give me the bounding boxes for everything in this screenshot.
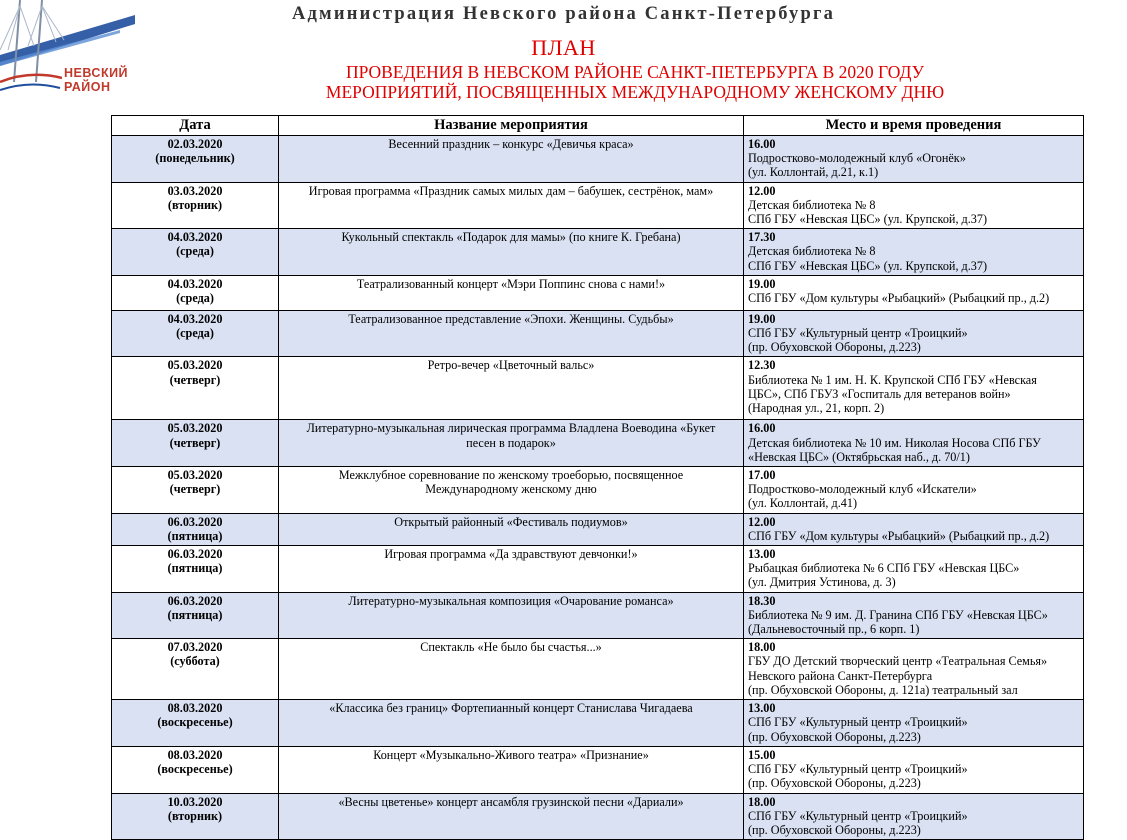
event-time: 18.00 <box>748 794 776 809</box>
event-place-line: (ул. Коллонтай, д.41) <box>748 496 858 511</box>
event-place-line: СПб ГБУ «Культурный центр «Троицкий» <box>748 715 968 730</box>
event-name-line: Спектакль «Не было бы счастья...» <box>420 640 602 655</box>
event-date: 10.03.2020 <box>167 794 223 809</box>
event-name-cell <box>279 592 744 639</box>
event-place-line: (пр. Обуховской Обороны, д.223) <box>748 776 921 791</box>
event-name-line: Открытый районный «Фестиваль подиумов» <box>394 514 628 529</box>
event-weekday: (вторник) <box>167 808 223 823</box>
table-row <box>112 136 1084 183</box>
event-date-cell <box>112 182 279 229</box>
event-name-line: Концерт «Музыкально-Живого театра» «Признание» <box>373 747 649 762</box>
table-row <box>112 275 1084 310</box>
event-name-cell <box>279 136 744 183</box>
event-place-line: (пр. Обуховской Обороны, д. 121а) театральный зал <box>748 682 1018 697</box>
table-row <box>112 592 1084 639</box>
table-row <box>112 546 1084 593</box>
table-row <box>112 513 1084 545</box>
event-name-line: Кукольный спектакль «Подарок для мамы» (по книге К. Гребана) <box>341 230 681 245</box>
event-name-cell <box>279 639 744 700</box>
event-date: 06.03.2020 <box>167 547 223 562</box>
event-place-line: (пр. Обуховской Обороны, д.223) <box>748 822 921 837</box>
event-place-line: (пр. Обуховской Обороны, д.223) <box>748 729 921 744</box>
event-place-cell <box>744 592 1084 639</box>
event-time: 15.00 <box>748 747 776 762</box>
event-place-cell <box>744 793 1084 840</box>
event-name-line: Игровая программа «Праздник самых милых дам – бабушек, сестрёнок, мам» <box>308 183 714 198</box>
table-row <box>112 182 1084 229</box>
event-weekday: (среда) <box>176 326 214 341</box>
column-header-place-time: Место и время проведения <box>744 116 1084 136</box>
event-name-line: песен в подарок» <box>466 435 556 450</box>
event-name-cell <box>279 513 744 545</box>
table-row <box>112 420 1084 467</box>
event-place-line: Библиотека № 9 им. Д. Гранина СПб ГБУ «Невская ЦБС» <box>748 607 1048 622</box>
event-weekday: (суббота) <box>170 654 220 669</box>
event-date: 07.03.2020 <box>167 640 223 655</box>
event-weekday: (понедельник) <box>155 151 235 166</box>
event-date-cell <box>112 513 279 545</box>
event-place-cell <box>744 639 1084 700</box>
logo-line-2: РАЙОН <box>64 80 111 94</box>
event-place-line: «Невская ЦБС» (Октябрьская наб., д. 70/1) <box>748 449 970 464</box>
table-row <box>112 700 1084 747</box>
subtitle-line-1: ПРОВЕДЕНИЯ В НЕВСКОМ РАЙОНЕ САНКТ-ПЕТЕРБУРГА В 2020 ГОДУ <box>345 62 925 82</box>
table-row <box>112 793 1084 840</box>
event-date-cell <box>112 310 279 357</box>
event-name-cell <box>279 229 744 276</box>
event-place-line: (Народная ул., 21, корп. 2) <box>748 401 885 416</box>
event-date: 08.03.2020 <box>167 701 223 716</box>
event-place-cell <box>744 229 1084 276</box>
subtitle-line-2: МЕРОПРИЯТИЙ, ПОСВЯЩЕННЫХ МЕЖДУНАРОДНОМУ ЖЕНСКОМУ ДНЮ <box>325 82 945 102</box>
event-place-cell <box>744 700 1084 747</box>
event-name-cell <box>279 546 744 593</box>
plan-title: ПЛАН <box>531 35 596 60</box>
event-time: 19.00 <box>748 311 776 326</box>
table-row <box>112 746 1084 793</box>
table-row <box>112 357 1084 420</box>
event-place-cell <box>744 275 1084 310</box>
event-weekday: (четверг) <box>169 482 221 497</box>
event-place-line: Рыбацкая библиотека № 6 СПб ГБУ «Невская ЦБС» <box>748 561 1020 576</box>
event-place-line: СПб ГБУ «Культурный центр «Троицкий» <box>748 808 968 823</box>
event-name-line: Литературно-музыкальная композиция «Очарование романса» <box>348 593 674 608</box>
event-date: 05.03.2020 <box>167 468 223 483</box>
event-place-line: (Дальневосточный пр., 6 корп. 1) <box>748 622 920 637</box>
event-place-line: Детская библиотека № 8 <box>748 244 876 259</box>
event-place-line: Детская библиотека № 10 им. Николая Носова СПб ГБУ <box>748 435 1041 450</box>
event-name-line: «Весны цветенье» концерт ансамбля грузинской песни «Дариали» <box>338 794 684 809</box>
event-date: 08.03.2020 <box>167 747 223 762</box>
event-weekday: (вторник) <box>167 197 223 212</box>
event-date: 05.03.2020 <box>167 358 223 373</box>
event-name-line: Весенний праздник – конкурс «Девичья краса» <box>388 137 634 151</box>
event-place-line: (пр. Обуховской Обороны, д.223) <box>748 340 921 355</box>
event-weekday: (пятница) <box>167 561 223 576</box>
event-weekday: (воскресенье) <box>157 715 233 730</box>
event-date-cell <box>112 746 279 793</box>
events-table <box>111 115 1084 840</box>
event-name-cell <box>279 357 744 420</box>
event-date-cell <box>112 467 279 514</box>
event-time: 13.00 <box>748 701 776 716</box>
event-date: 05.03.2020 <box>167 421 223 436</box>
event-weekday: (воскресенье) <box>157 762 233 777</box>
event-place-line: СПб ГБУ «Невская ЦБС» (ул. Крупской, д.37) <box>748 258 988 273</box>
event-date-cell <box>112 639 279 700</box>
event-place-cell <box>744 357 1084 420</box>
event-name-cell <box>279 275 744 310</box>
event-date: 06.03.2020 <box>167 593 223 608</box>
event-place-line: Библиотека № 1 им. Н. К. Крупской СПб ГБУ «Невская <box>748 372 1037 387</box>
event-date: 03.03.2020 <box>167 183 223 198</box>
administration-title: Администрация Невского района Санкт-Петербурга <box>291 4 836 24</box>
event-name-cell <box>279 793 744 840</box>
event-weekday: (четверг) <box>169 372 221 387</box>
event-name-cell <box>279 467 744 514</box>
logo-line-1: НЕВСКИЙ <box>64 66 129 80</box>
event-place-line: СПб ГБУ «Дом культуры «Рыбацкий» (Рыбацкий пр., д.2) <box>748 291 1050 306</box>
event-time: 12.00 <box>748 514 776 529</box>
table-row <box>112 310 1084 357</box>
plan-subtitle <box>0 62 1127 102</box>
event-place-cell <box>744 546 1084 593</box>
event-time: 18.00 <box>748 640 776 655</box>
event-name-cell <box>279 700 744 747</box>
table-row <box>112 639 1084 700</box>
event-weekday: (пятница) <box>167 528 223 543</box>
event-place-line: Детская библиотека № 8 <box>748 197 876 212</box>
event-place-line: Невского района Санкт-Петербурга <box>748 668 933 683</box>
table-header-row <box>112 116 1084 136</box>
event-name-line: «Классика без границ» Фортепианный концерт Станислава Чигадаева <box>329 701 693 716</box>
event-time: 16.00 <box>748 137 776 151</box>
column-header-date: Дата <box>112 116 279 136</box>
event-weekday: (пятница) <box>167 607 223 622</box>
event-date: 04.03.2020 <box>167 276 223 291</box>
event-place-line: ЦБС», СПб ГБУЗ «Госпиталь для ветеранов войн» <box>748 386 1011 401</box>
event-name-cell <box>279 182 744 229</box>
event-weekday: (среда) <box>176 244 214 259</box>
event-date: 06.03.2020 <box>167 514 223 529</box>
event-time: 17.00 <box>748 468 776 483</box>
column-header-event-name: Название мероприятия <box>279 116 744 136</box>
event-place-line: Подростково-молодежный клуб «Искатели» <box>748 482 977 497</box>
event-place-cell <box>744 420 1084 467</box>
event-date-cell <box>112 420 279 467</box>
event-date-cell <box>112 357 279 420</box>
event-weekday: (четверг) <box>169 435 221 450</box>
event-time: 17.30 <box>748 230 776 245</box>
event-name-line: Межклубное соревнование по женскому троеборью, посвященное <box>338 468 684 483</box>
event-place-cell <box>744 467 1084 514</box>
event-place-line: (ул. Дмитрия Устинова, д. 3) <box>748 575 896 590</box>
event-date: 02.03.2020 <box>167 137 223 151</box>
event-name-line: Театрализованный концерт «Мэри Поппинс снова с нами!» <box>356 276 666 291</box>
event-place-cell <box>744 746 1084 793</box>
event-place-line: (ул. Коллонтай, д.21, к.1) <box>748 165 879 180</box>
event-time: 16.00 <box>748 421 776 436</box>
table-row <box>112 467 1084 514</box>
event-place-cell <box>744 182 1084 229</box>
event-date-cell <box>112 275 279 310</box>
event-time: 19.00 <box>748 276 776 291</box>
event-name-line: Игровая программа «Да здравствуют девчонки!» <box>384 547 638 562</box>
event-place-cell <box>744 136 1084 183</box>
event-time: 18.30 <box>748 593 776 608</box>
event-name-line: Литературно-музыкальная лирическая программа Владлена Воеводина «Букет <box>306 421 716 436</box>
event-date-cell <box>112 136 279 183</box>
table-row <box>112 229 1084 276</box>
event-place-line: СПб ГБУ «Дом культуры «Рыбацкий» (Рыбацкий пр., д.2) <box>748 528 1050 543</box>
event-time: 12.00 <box>748 183 776 198</box>
event-name-line: Театрализованное представление «Эпохи. Женщины. Судьбы» <box>348 311 674 326</box>
event-place-cell <box>744 513 1084 545</box>
event-name-line: Международному женскому дню <box>425 482 597 497</box>
event-date-cell <box>112 229 279 276</box>
event-date-cell <box>112 592 279 639</box>
event-place-line: ГБУ ДО Детский творческий центр «Театральная Семья» <box>748 654 1048 669</box>
event-time: 12.30 <box>748 358 776 373</box>
event-date-cell <box>112 793 279 840</box>
event-date-cell <box>112 546 279 593</box>
event-place-line: СПб ГБУ «Невская ЦБС» (ул. Крупской, д.37) <box>748 212 988 227</box>
event-place-cell <box>744 310 1084 357</box>
event-date: 04.03.2020 <box>167 230 223 245</box>
event-name-line: Ретро-вечер «Цветочный вальс» <box>427 358 595 373</box>
event-place-line: СПб ГБУ «Культурный центр «Троицкий» <box>748 762 968 777</box>
event-date-cell <box>112 700 279 747</box>
event-name-cell <box>279 746 744 793</box>
event-place-line: СПб ГБУ «Культурный центр «Троицкий» <box>748 326 968 341</box>
event-name-cell <box>279 420 744 467</box>
event-place-line: Подростково-молодежный клуб «Огонёк» <box>748 151 966 166</box>
event-time: 13.00 <box>748 547 776 562</box>
event-name-cell <box>279 310 744 357</box>
event-date: 04.03.2020 <box>167 311 223 326</box>
event-weekday: (среда) <box>176 291 214 306</box>
